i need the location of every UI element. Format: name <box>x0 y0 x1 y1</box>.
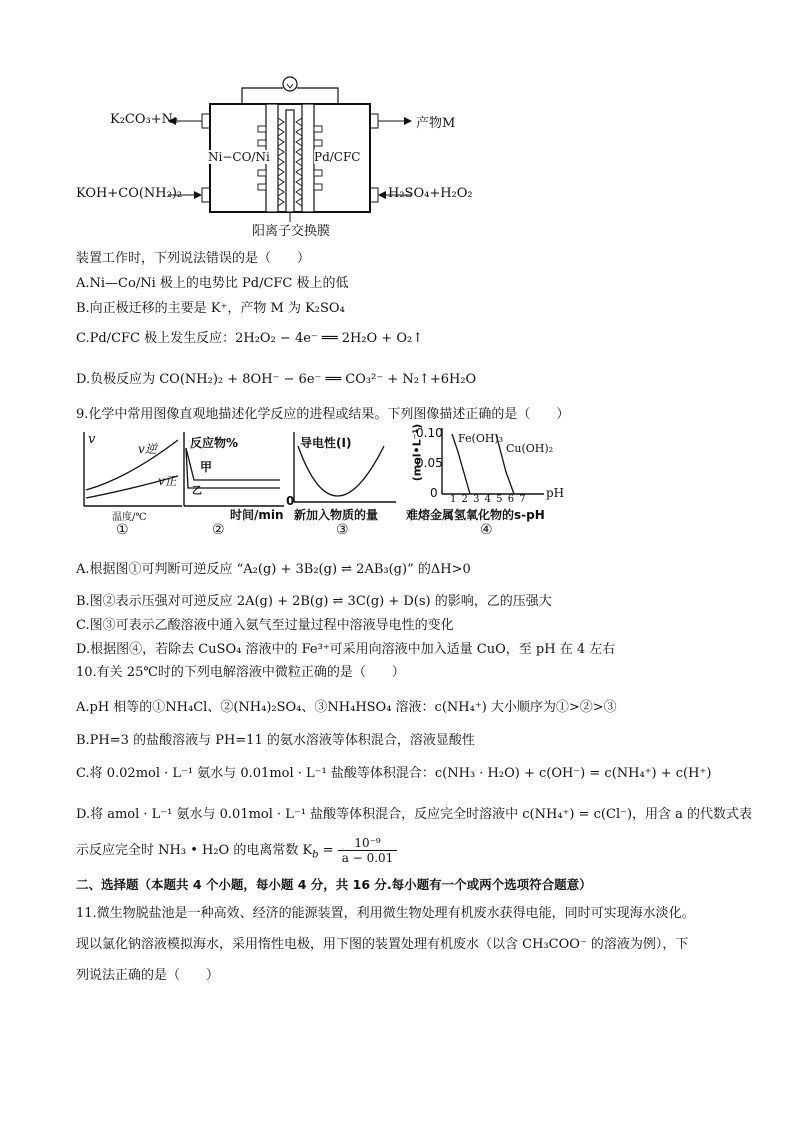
graph-4-caption: 难熔金属氢氧化物的s-pH <box>406 508 545 522</box>
q9-option-c: C.图③可表示乙酸溶液中通入氨气至过量过程中溶液导电性的变化 <box>76 618 454 633</box>
q9-option-b: B.图②表示压强对可逆反应 2A(g) + 2B(g) ⇌ 3C(g) + D(s) 的影响，乙的压强大 <box>76 594 552 609</box>
q11-line-2: 现以氯化钠溶液模拟海水，采用惰性电极，用下图的装置处理有机废水（以含 CH₃COO⁻ 的溶液为例），下 <box>76 937 689 952</box>
graph-3-x: 新加入物质的量 <box>294 508 379 522</box>
ionization-constant-fraction <box>338 836 398 865</box>
right-electrode-label: Pd/CFC <box>314 150 361 164</box>
graph-4-tick-005: 0.05 <box>416 456 443 470</box>
q10-d2-sub: b <box>312 849 319 861</box>
left-bottom-label: KOH+CO(NH₂)₂ <box>76 186 183 201</box>
q10-d2-text: 示反应完全时 NH₃ • H₂O 的电离常数 K <box>76 843 313 858</box>
q8-option-a: A.Ni—Co/Ni 极上的电势比 Pd/CFC 极上的低 <box>76 276 349 291</box>
fraction-numerator: 10⁻⁹ <box>338 836 398 851</box>
q10-option-c: C.将 0.02mol · L⁻¹ 氨水与 0.01mol · L⁻¹ 盐酸等体积混合：c(NH₃ · H₂O) + c(OH⁻) = c(NH₄⁺) + c(H⁺) <box>76 766 712 781</box>
graph-4 <box>396 422 566 540</box>
q10-stem: 10.有关 25℃时的下列电解溶液中微粒正确的是（ ） <box>76 665 405 680</box>
graph-4-series-1: Fe(OH)₃ <box>458 432 504 445</box>
graph-3-number: ③ <box>336 522 349 538</box>
graph-4-y: (mol•L⁻¹) <box>410 423 424 482</box>
graph-3-origin: 0 <box>286 494 295 508</box>
graph-4-tick-010: 0.10 <box>416 426 443 440</box>
q10-option-d: D.将 amol · L⁻¹ 氨水与 0.01mol · L⁻¹ 盐酸等体积混合，反应完全时溶液中 c(NH₄⁺) = c(Cl⁻)，用含 a 的代数式表 <box>76 807 753 822</box>
right-bottom-label: H₂SO₄+H₂O₂ <box>388 186 473 201</box>
q11-line-3: 列说法正确的是（ ） <box>76 968 220 983</box>
section-2-heading: 二、选择题（本题共 4 个小题，每小题 4 分，共 16 分.每小题有一个或两个选项符合题意） <box>76 877 592 892</box>
q10-d2-eq: = <box>318 843 338 858</box>
graph-1 <box>78 428 184 540</box>
left-electrode-label: Ni−CO/Ni <box>208 150 270 164</box>
left-top-label: K₂CO₃+N₂ <box>110 112 179 127</box>
q8-option-d: D.负极反应为 CO(NH₂)₂ + 8OH⁻ − 6e⁻ ══ CO₃²⁻ + N₂↑+6H₂O <box>76 372 477 387</box>
graph-1-x: 温度/℃ <box>112 512 147 523</box>
graph-3 <box>284 428 402 540</box>
graph-4-number: ④ <box>480 522 493 538</box>
graph-1-series-1: v逆 <box>138 442 157 456</box>
q11-line-1: 11.微生物脱盐池是一种高效、经济的能源装置，利用微生物处理有机废水获得电能，同时可实现海水淡化。 <box>76 906 695 921</box>
graph-2 <box>180 428 290 540</box>
fuel-cell-diagram <box>70 70 490 240</box>
graph-2-x: 时间/min <box>230 508 284 522</box>
q8-option-c: C.Pd/CFC 极上发生反应：2H₂O₂ − 4e⁻ ══ 2H₂O + O₂↑ <box>76 331 424 346</box>
graph-4-x: pH <box>546 486 565 500</box>
graph-3-y: 导电性(I) <box>300 436 352 450</box>
q9-option-a: A.根据图①可判断可逆反应 “A₂(g) + 3B₂(g) ⇌ 2AB₃(g)” 的ΔH>0 <box>76 562 471 577</box>
q10-option-b: B.PH=3 的盐酸溶液与 PH=11 的氨水溶液等体积混合，溶液显酸性 <box>76 733 475 748</box>
graph-1-number: ① <box>116 522 129 538</box>
graph-1-y: v <box>88 432 96 447</box>
graph-4-tick-0: 0 <box>430 486 438 500</box>
membrane-label: 阳离子交换膜 <box>252 224 331 239</box>
graph-2-y: 反应物% <box>190 436 239 450</box>
q9-stem: 9.化学中常用图像直观地描述化学反应的进程或结果。下列图像描述正确的是（ ） <box>76 407 570 422</box>
q8-option-b: B.向正极迁移的主要是 K⁺，产物 M 为 K₂SO₄ <box>76 301 345 316</box>
q10-option-a: A.pH 相等的①NH₄Cl、②(NH₄)₂SO₄、③NH₄HSO₄ 溶液：c(NH₄⁺) 大小顺序为①>②>③ <box>76 700 617 715</box>
right-top-label: 产物M <box>416 116 456 131</box>
q8-stem: 装置工作时，下列说法错误的是（ ） <box>76 251 311 266</box>
graph-2-series-1: 甲 <box>200 460 213 474</box>
graph-1-series-2: v正 <box>158 474 177 488</box>
graph-2-series-2: 乙 <box>192 486 202 497</box>
q9-option-d: D.根据图④，若除去 CuSO₄ 溶液中的 Fe³⁺可采用向溶液中加入适量 CuO，至 pH 在 4 左右 <box>76 642 616 657</box>
cell-drawing <box>70 70 490 240</box>
graph-4-series-2: Cu(OH)₂ <box>506 442 554 455</box>
graph-2-number: ② <box>212 522 225 538</box>
graph-4-x-ticks: 1 2 3 4 5 6 7 <box>450 494 527 505</box>
q10-option-d-line2 <box>76 836 397 865</box>
fraction-denominator: a − 0.01 <box>341 851 394 865</box>
